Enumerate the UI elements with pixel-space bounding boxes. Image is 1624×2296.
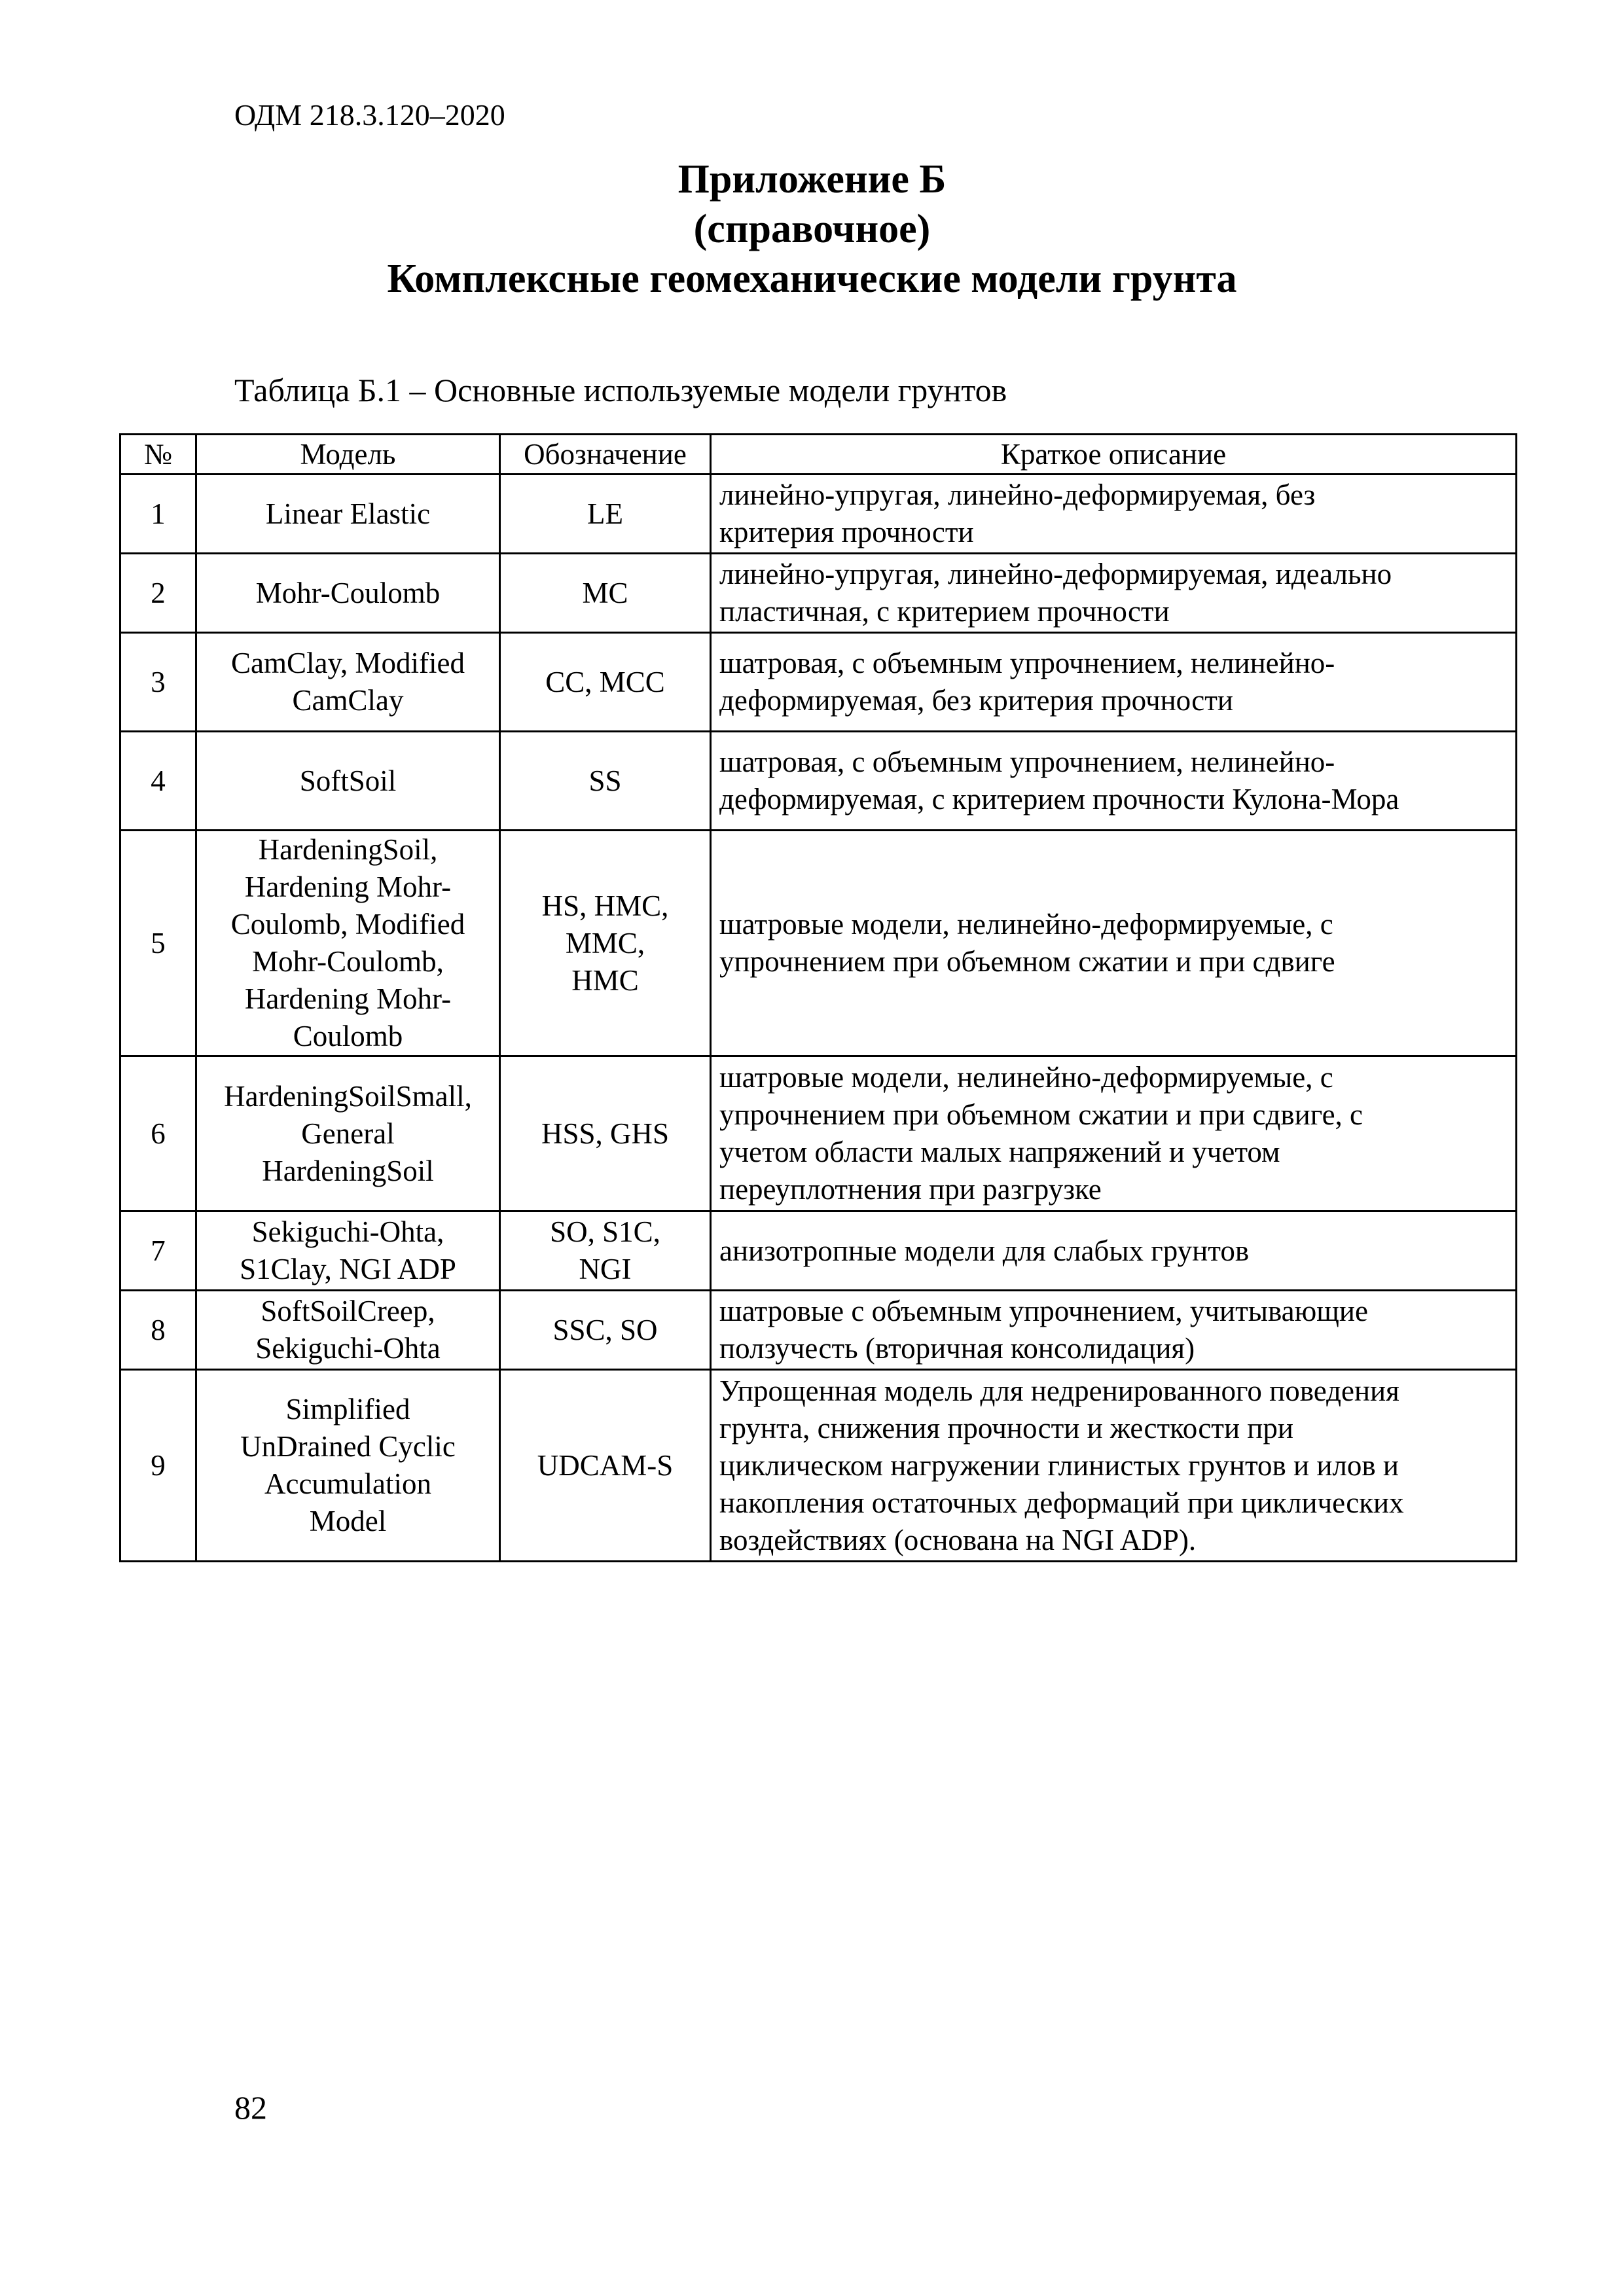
row-designation: HSS, GHS bbox=[500, 1056, 711, 1211]
row-description: шатровая, с объемным упрочнением, нелинейно- деформируемая, без критерия прочности bbox=[711, 633, 1517, 732]
row-description: анизотропные модели для слабых грунтов bbox=[711, 1211, 1517, 1291]
row-model: Linear Elastic bbox=[196, 475, 500, 554]
row-model: Simplified UnDrained Cyclic Accumulation Model bbox=[196, 1370, 500, 1562]
row-description: шатровые модели, нелинейно-деформируемые, с упрочнением при объемном сжатии и при сдвиге, с учетом области малых напряжений и учетом переуплотнения при разгрузке bbox=[711, 1056, 1517, 1211]
header-number: № bbox=[120, 435, 196, 475]
table-row bbox=[120, 1056, 1517, 1211]
row-model: SoftSoilCreep, Sekiguchi-Ohta bbox=[196, 1291, 500, 1370]
row-number: 4 bbox=[120, 732, 196, 831]
appendix-title-line-2: (справочное) bbox=[693, 207, 931, 251]
table-row bbox=[120, 732, 1517, 831]
table-row bbox=[120, 633, 1517, 732]
row-designation: CC, MCC bbox=[500, 633, 711, 732]
row-model: CamClay, Modified CamClay bbox=[196, 633, 500, 732]
header-designation: Обозначение bbox=[500, 435, 711, 475]
row-number: 3 bbox=[120, 633, 196, 732]
row-description: линейно-упругая, линейно-деформируемая, без критерия прочности bbox=[711, 475, 1517, 554]
row-number: 7 bbox=[120, 1211, 196, 1291]
row-number: 2 bbox=[120, 554, 196, 633]
table-row bbox=[120, 831, 1517, 1056]
appendix-title-line-3: Комплексные геомеханические модели грунта bbox=[387, 257, 1237, 301]
header-model: Модель bbox=[196, 435, 500, 475]
table-row bbox=[120, 1211, 1517, 1291]
row-designation: HS, HMC, MMC, HMC bbox=[500, 831, 711, 1056]
table-row bbox=[120, 475, 1517, 554]
row-model: Sekiguchi-Ohta, S1Clay, NGI ADP bbox=[196, 1211, 500, 1291]
row-designation: SSC, SO bbox=[500, 1291, 711, 1370]
row-designation: MC bbox=[500, 554, 711, 633]
row-number: 5 bbox=[120, 831, 196, 1056]
row-number: 8 bbox=[120, 1291, 196, 1370]
table-header-row bbox=[120, 435, 1517, 475]
appendix-title-line-1: Приложение Б bbox=[677, 157, 947, 202]
table-row bbox=[120, 1370, 1517, 1562]
row-description: шатровые с объемным упрочнением, учитывающие ползучесть (вторичная консолидация) bbox=[711, 1291, 1517, 1370]
row-model: HardeningSoilSmall, General HardeningSoil bbox=[196, 1056, 500, 1211]
row-designation: SS bbox=[500, 732, 711, 831]
row-number: 1 bbox=[120, 475, 196, 554]
document-code: ОДМ 218.3.120–2020 bbox=[234, 98, 505, 132]
row-designation: LE bbox=[500, 475, 711, 554]
row-model: Mohr-Coulomb bbox=[196, 554, 500, 633]
row-number: 9 bbox=[120, 1370, 196, 1562]
table-row bbox=[120, 1291, 1517, 1370]
row-model: HardeningSoil, Hardening Mohr- Coulomb, Modified Mohr-Coulomb, Hardening Mohr- Coulomb bbox=[196, 831, 500, 1056]
row-description: шатровые модели, нелинейно-деформируемые, с упрочнением при объемном сжатии и при сдвиге bbox=[711, 831, 1517, 1056]
soil-models-table bbox=[119, 433, 1517, 1562]
row-description: шатровая, с объемным упрочнением, нелинейно- деформируемая, с критерием прочности Кулона-Мора bbox=[711, 732, 1517, 831]
table-row bbox=[120, 554, 1517, 633]
row-designation: SO, S1C, NGI bbox=[500, 1211, 711, 1291]
row-description: линейно-упругая, линейно-деформируемая, идеально пластичная, с критерием прочности bbox=[711, 554, 1517, 633]
row-designation: UDCAM-S bbox=[500, 1370, 711, 1562]
row-description: Упрощенная модель для недренированного поведения грунта, снижения прочности и жесткости при циклическом нагружении глинистых грунтов и илов и накопления остаточных деформаций при циклических воздействиях (основана на NGI ADP). bbox=[711, 1370, 1517, 1562]
page-number: 82 bbox=[234, 2089, 267, 2126]
table-caption: Таблица Б.1 – Основные используемые модели грунтов bbox=[234, 372, 1007, 408]
row-model: SoftSoil bbox=[196, 732, 500, 831]
row-number: 6 bbox=[120, 1056, 196, 1211]
header-description: Краткое описание bbox=[711, 435, 1517, 475]
appendix-title bbox=[0, 154, 1624, 304]
